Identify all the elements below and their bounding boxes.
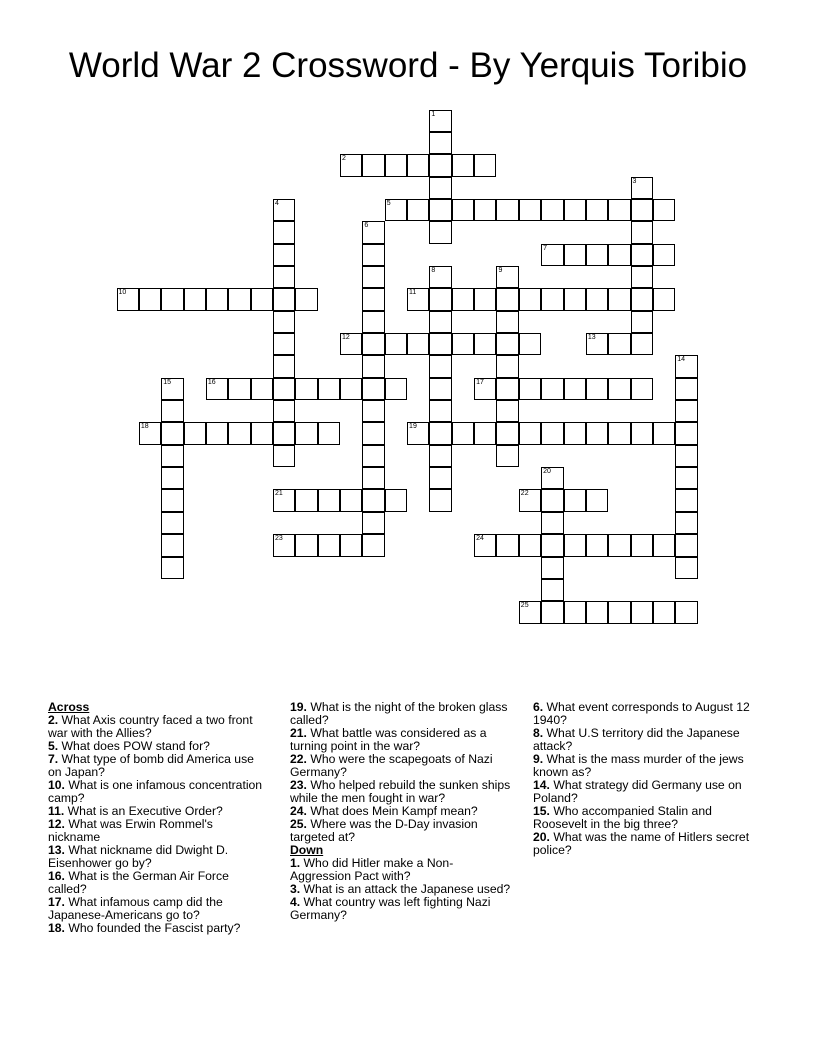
grid-cell[interactable]	[586, 244, 608, 266]
grid-cell[interactable]	[273, 244, 295, 266]
grid-cell[interactable]	[362, 288, 384, 310]
grid-cell[interactable]	[407, 288, 429, 310]
clue-number: 14.	[533, 778, 550, 792]
grid-cell[interactable]	[362, 221, 384, 243]
grid-cell[interactable]	[496, 355, 518, 377]
grid-cell[interactable]	[586, 422, 608, 444]
grid-cell[interactable]	[340, 378, 362, 400]
grid-cell[interactable]	[496, 445, 518, 467]
grid-cell[interactable]	[496, 288, 518, 310]
grid-cell[interactable]	[519, 333, 541, 355]
grid-cell[interactable]	[318, 422, 340, 444]
clue-number: 25.	[290, 817, 307, 831]
clue-number: 1.	[290, 856, 301, 870]
grid-cell[interactable]	[407, 154, 429, 176]
grid-cell[interactable]	[340, 154, 362, 176]
grid-cell[interactable]	[362, 266, 384, 288]
grid-cell[interactable]	[362, 534, 384, 556]
grid-cell[interactable]	[161, 512, 183, 534]
grid-cell[interactable]	[608, 288, 630, 310]
grid-cell[interactable]	[631, 177, 653, 199]
grid-cell[interactable]	[362, 400, 384, 422]
grid-cell[interactable]	[251, 422, 273, 444]
grid-cell[interactable]	[564, 534, 586, 556]
grid-cell[interactable]	[474, 534, 496, 556]
grid-cell[interactable]	[541, 579, 563, 601]
grid-cell[interactable]	[362, 489, 384, 511]
grid-cell[interactable]	[541, 534, 563, 556]
grid-cell[interactable]	[653, 534, 675, 556]
cell-number: 21	[274, 490, 283, 498]
grid-cell[interactable]	[161, 557, 183, 579]
across-clue	[290, 753, 512, 779]
grid-cell[interactable]	[608, 199, 630, 221]
grid-cell[interactable]	[474, 288, 496, 310]
grid-cell[interactable]	[541, 378, 563, 400]
grid-cell[interactable]	[429, 132, 451, 154]
across-clue	[290, 701, 512, 727]
clue-text: What country was left fighting Nazi Germany?	[290, 895, 491, 922]
grid-cell[interactable]	[161, 288, 183, 310]
clue-text: Who were the scapegoats of Nazi Germany?	[290, 752, 493, 779]
grid-cell[interactable]	[273, 378, 295, 400]
grid-cell[interactable]	[608, 333, 630, 355]
grid-cell[interactable]	[653, 422, 675, 444]
grid-cell[interactable]	[608, 378, 630, 400]
clue-number: 4.	[290, 895, 301, 909]
grid-cell[interactable]	[295, 422, 317, 444]
across-clue	[48, 779, 268, 805]
down-clue	[290, 896, 512, 922]
grid-cell[interactable]	[429, 467, 451, 489]
grid-cell[interactable]	[228, 288, 250, 310]
grid-cell[interactable]	[161, 467, 183, 489]
grid-cell[interactable]	[541, 601, 563, 623]
grid-cell[interactable]	[452, 333, 474, 355]
cell-number: 1	[431, 110, 436, 118]
grid-cell[interactable]	[318, 489, 340, 511]
grid-cell[interactable]	[653, 244, 675, 266]
grid-cell[interactable]	[429, 221, 451, 243]
clue-text: What is an Executive Order?	[64, 804, 223, 818]
grid-cell[interactable]	[519, 534, 541, 556]
grid-cell[interactable]	[385, 154, 407, 176]
grid-cell[interactable]	[564, 378, 586, 400]
clue-column-2	[290, 701, 512, 922]
clue-text: What is one infamous concentration camp?	[48, 778, 263, 805]
clue-text: What does POW stand for?	[58, 739, 210, 753]
grid-cell[interactable]	[474, 333, 496, 355]
grid-cell[interactable]	[452, 154, 474, 176]
clue-number: 18.	[48, 921, 65, 935]
grid-cell[interactable]	[474, 154, 496, 176]
grid-cell[interactable]	[362, 154, 384, 176]
grid-cell[interactable]	[541, 288, 563, 310]
clue-text: What battle was considered as a turning point in the war?	[290, 726, 487, 753]
grid-cell[interactable]	[586, 199, 608, 221]
across-clue	[290, 727, 512, 753]
clue-column-1	[48, 701, 268, 935]
clue-text: What was Erwin Rommel's nickname	[48, 817, 213, 844]
clue-text: Who founded the Fascist party?	[64, 921, 241, 935]
clue-number: 8.	[533, 726, 544, 740]
cell-number: 17	[476, 378, 484, 386]
clue-text: What infamous camp did the Japanese-Americans go to?	[48, 895, 223, 922]
grid-cell[interactable]	[541, 244, 563, 266]
clue-text: What is an attack the Japanese used?	[300, 882, 511, 896]
cell-number: 14	[677, 356, 686, 364]
grid-cell[interactable]	[362, 467, 384, 489]
grid-cell[interactable]	[541, 199, 563, 221]
grid-cell[interactable]	[273, 422, 295, 444]
across-clue	[290, 818, 512, 844]
grid-cell[interactable]	[631, 601, 653, 623]
across-clue	[48, 753, 268, 779]
grid-cell[interactable]	[653, 601, 675, 623]
grid-cell[interactable]	[228, 378, 250, 400]
grid-cell[interactable]	[496, 400, 518, 422]
grid-cell[interactable]	[675, 489, 697, 511]
grid-cell[interactable]	[608, 422, 630, 444]
across-clue	[48, 844, 268, 870]
grid-cell[interactable]	[273, 534, 295, 556]
across-clue	[48, 714, 268, 740]
cell-number: 25	[520, 602, 529, 610]
grid-cell[interactable]	[228, 422, 250, 444]
grid-cell[interactable]	[631, 288, 653, 310]
across-clue-list-continued	[290, 701, 512, 844]
cell-number: 2	[342, 155, 346, 163]
grid-cell[interactable]	[564, 288, 586, 310]
grid-cell[interactable]	[273, 400, 295, 422]
grid-cell[interactable]	[429, 333, 451, 355]
grid-cell[interactable]	[340, 333, 362, 355]
grid-cell[interactable]	[631, 378, 653, 400]
grid-cell[interactable]	[362, 333, 384, 355]
clue-text: What type of bomb did America use on Japan?	[48, 752, 254, 779]
across-clue	[290, 779, 512, 805]
grid-cell[interactable]	[631, 199, 653, 221]
grid-cell[interactable]	[519, 199, 541, 221]
grid-cell[interactable]	[139, 288, 161, 310]
grid-cell[interactable]	[340, 489, 362, 511]
grid-cell[interactable]	[541, 557, 563, 579]
cell-number: 11	[409, 289, 417, 297]
grid-cell[interactable]	[519, 489, 541, 511]
down-clue	[533, 753, 765, 779]
grid-cell[interactable]	[273, 266, 295, 288]
grid-cell[interactable]	[318, 534, 340, 556]
grid-cell[interactable]	[496, 199, 518, 221]
grid-cell[interactable]	[161, 422, 183, 444]
grid-cell[interactable]	[117, 288, 139, 310]
grid-cell[interactable]	[273, 288, 295, 310]
grid-cell[interactable]	[541, 512, 563, 534]
clue-text: What Axis country faced a two front war with the Allies?	[48, 713, 253, 740]
grid-cell[interactable]	[318, 378, 340, 400]
clue-text: What U.S territory did the Japanese attack?	[533, 726, 740, 753]
cell-number: 10	[118, 289, 127, 297]
grid-cell[interactable]	[295, 534, 317, 556]
grid-cell[interactable]	[273, 445, 295, 467]
clue-text: What was the name of Hitlers secret police?	[533, 830, 750, 857]
grid-cell[interactable]	[362, 311, 384, 333]
grid-cell[interactable]	[631, 266, 653, 288]
grid-cell[interactable]	[295, 378, 317, 400]
cell-number: 22	[520, 490, 529, 498]
cell-number: 8	[431, 266, 436, 274]
grid-cell[interactable]	[139, 422, 161, 444]
grid-cell[interactable]	[675, 512, 697, 534]
grid-cell[interactable]	[362, 512, 384, 534]
grid-cell[interactable]	[675, 534, 697, 556]
grid-cell[interactable]	[631, 244, 653, 266]
grid-cell[interactable]	[519, 422, 541, 444]
grid-cell[interactable]	[161, 378, 183, 400]
grid-cell[interactable]	[273, 355, 295, 377]
down-clue	[533, 727, 765, 753]
cell-number: 13	[587, 334, 596, 341]
grid-cell[interactable]	[564, 601, 586, 623]
grid-cell[interactable]	[653, 288, 675, 310]
grid-cell[interactable]	[429, 445, 451, 467]
grid-cell[interactable]	[474, 378, 496, 400]
grid-cell[interactable]	[586, 489, 608, 511]
grid-cell[interactable]	[407, 422, 429, 444]
down-heading: Down	[290, 843, 324, 857]
grid-cell[interactable]	[586, 378, 608, 400]
grid-cell[interactable]	[653, 199, 675, 221]
grid-cell[interactable]	[407, 199, 429, 221]
clue-number: 2.	[48, 713, 59, 727]
grid-cell[interactable]	[586, 333, 608, 355]
grid-cell[interactable]	[541, 422, 563, 444]
cell-number: 9	[498, 266, 503, 274]
grid-cell[interactable]	[362, 378, 384, 400]
grid-cell[interactable]	[429, 378, 451, 400]
down-clue-list-continued	[533, 701, 765, 857]
grid-cell[interactable]	[429, 311, 451, 333]
grid-cell[interactable]	[608, 534, 630, 556]
cell-number: 20	[543, 468, 551, 476]
down-clue-list	[290, 857, 512, 922]
cell-number: 5	[386, 199, 391, 207]
cell-number: 16	[207, 378, 216, 386]
clue-number: 12.	[48, 817, 65, 831]
clue-number: 13.	[48, 843, 65, 857]
grid-cell[interactable]	[184, 422, 206, 444]
clue-number: 9.	[533, 752, 544, 766]
grid-cell[interactable]	[496, 333, 518, 355]
grid-cell[interactable]	[429, 489, 451, 511]
down-clue	[533, 701, 765, 727]
grid-cell[interactable]	[631, 534, 653, 556]
clue-number: 20.	[533, 830, 550, 844]
grid-cell[interactable]	[675, 601, 697, 623]
cell-number: 19	[409, 423, 417, 431]
grid-cell[interactable]	[340, 534, 362, 556]
down-clue	[290, 857, 512, 883]
grid-cell[interactable]	[385, 199, 407, 221]
cell-number: 12	[342, 334, 350, 341]
clue-number: 15.	[533, 804, 550, 818]
across-clue	[48, 922, 268, 935]
grid-cell[interactable]	[385, 489, 407, 511]
cell-number: 23	[274, 535, 283, 543]
grid-cell[interactable]	[429, 266, 451, 288]
grid-cell[interactable]	[161, 400, 183, 422]
grid-cell[interactable]	[452, 288, 474, 310]
grid-cell[interactable]	[564, 489, 586, 511]
grid-cell[interactable]	[631, 333, 653, 355]
grid-cell[interactable]	[385, 333, 407, 355]
cell-number: 4	[274, 199, 279, 207]
grid-cell[interactable]	[675, 467, 697, 489]
grid-cell[interactable]	[541, 489, 563, 511]
grid-cell[interactable]	[564, 244, 586, 266]
down-clue	[533, 779, 765, 805]
grid-cell[interactable]	[161, 534, 183, 556]
grid-cell[interactable]	[273, 489, 295, 511]
clue-text: What event corresponds to August 12 1940?	[533, 700, 750, 727]
grid-cell[interactable]	[586, 288, 608, 310]
grid-cell[interactable]	[251, 378, 273, 400]
grid-cell[interactable]	[608, 601, 630, 623]
clue-text: What is the German Air Force called?	[48, 869, 229, 896]
grid-cell[interactable]	[675, 355, 697, 377]
puzzle-title: World War 2 Crossword - By Yerquis Toribio	[68, 46, 748, 85]
clue-number: 17.	[48, 895, 65, 909]
cell-number: 18	[140, 423, 149, 431]
grid-cell[interactable]	[362, 355, 384, 377]
clue-number: 22.	[290, 752, 307, 766]
grid-cell[interactable]	[273, 311, 295, 333]
grid-cell[interactable]	[407, 333, 429, 355]
clue-number: 21.	[290, 726, 307, 740]
clue-text: What nickname did Dwight D. Eisenhower go by?	[48, 843, 229, 870]
grid-cell[interactable]	[161, 489, 183, 511]
grid-cell[interactable]	[631, 311, 653, 333]
clue-number: 6.	[533, 700, 544, 714]
grid-cell[interactable]	[519, 288, 541, 310]
grid-cell[interactable]	[519, 601, 541, 623]
grid-cell[interactable]	[564, 199, 586, 221]
clue-number: 7.	[48, 752, 59, 766]
clue-number: 16.	[48, 869, 65, 883]
cell-number: 15	[163, 378, 171, 386]
grid-cell[interactable]	[206, 422, 228, 444]
grid-cell[interactable]	[362, 422, 384, 444]
grid-cell[interactable]	[675, 378, 697, 400]
clue-number: 10.	[48, 778, 65, 792]
down-clue	[533, 805, 765, 831]
clue-text: Who accompanied Stalin and Roosevelt in the big three?	[533, 804, 712, 831]
grid-cell[interactable]	[631, 422, 653, 444]
grid-cell[interactable]	[586, 601, 608, 623]
across-clue	[48, 870, 268, 896]
grid-cell[interactable]	[474, 422, 496, 444]
grid-cell[interactable]	[206, 288, 228, 310]
clue-number: 3.	[290, 882, 301, 896]
clue-text: What does Mein Kampf mean?	[306, 804, 478, 818]
grid-cell[interactable]	[496, 378, 518, 400]
across-clue-list	[48, 714, 268, 935]
grid-cell[interactable]	[586, 534, 608, 556]
cell-number: 3	[632, 177, 637, 185]
clue-text: What strategy did Germany use on Poland?	[533, 778, 742, 805]
clue-text: What is the night of the broken glass called?	[290, 700, 508, 727]
grid-cell[interactable]	[161, 445, 183, 467]
grid-cell[interactable]	[675, 400, 697, 422]
clue-text: Where was the D-Day invasion targeted at?	[290, 817, 478, 844]
down-clue	[533, 831, 765, 857]
clue-number: 23.	[290, 778, 307, 792]
grid-cell[interactable]	[496, 266, 518, 288]
grid-cell[interactable]	[429, 422, 451, 444]
clue-number: 5.	[48, 739, 59, 753]
grid-cell[interactable]	[429, 288, 451, 310]
cell-number: 7	[543, 244, 548, 252]
grid-cell[interactable]	[429, 177, 451, 199]
grid-cell[interactable]	[608, 244, 630, 266]
across-heading: Across	[48, 700, 90, 714]
grid-cell[interactable]	[429, 400, 451, 422]
cell-number: 24	[476, 535, 484, 543]
grid-cell[interactable]	[519, 378, 541, 400]
grid-cell[interactable]	[429, 154, 451, 176]
clue-number: 24.	[290, 804, 307, 818]
grid-cell[interactable]	[251, 288, 273, 310]
clue-text: Who did Hitler make a Non-Aggression Pact with?	[290, 856, 454, 883]
grid-cell[interactable]	[631, 221, 653, 243]
grid-cell[interactable]	[429, 110, 451, 132]
grid-cell[interactable]	[675, 422, 697, 444]
grid-cell[interactable]	[452, 422, 474, 444]
grid-cell[interactable]	[273, 221, 295, 243]
grid-cell[interactable]	[362, 445, 384, 467]
grid-cell[interactable]	[452, 199, 474, 221]
grid-cell[interactable]	[429, 355, 451, 377]
grid-cell[interactable]	[675, 445, 697, 467]
across-clue	[48, 818, 268, 844]
grid-cell[interactable]	[184, 288, 206, 310]
grid-cell[interactable]	[474, 199, 496, 221]
grid-cell[interactable]	[564, 422, 586, 444]
across-clue	[48, 896, 268, 922]
clue-number: 19.	[290, 700, 307, 714]
grid-cell[interactable]	[429, 199, 451, 221]
grid-cell[interactable]	[675, 557, 697, 579]
clue-column-3	[533, 701, 765, 857]
grid-cell[interactable]	[385, 378, 407, 400]
grid-cell[interactable]	[496, 534, 518, 556]
cell-number: 6	[364, 222, 369, 230]
grid-cell[interactable]	[273, 199, 295, 221]
grid-cell[interactable]	[295, 489, 317, 511]
clue-text: What is the mass murder of the jews known as?	[533, 752, 744, 779]
grid-cell[interactable]	[295, 288, 317, 310]
clue-number: 11.	[48, 804, 65, 818]
grid-cell[interactable]	[496, 311, 518, 333]
grid-cell[interactable]	[496, 422, 518, 444]
grid-cell[interactable]	[362, 244, 384, 266]
grid-cell[interactable]	[206, 378, 228, 400]
grid-cell[interactable]	[541, 467, 563, 489]
clue-text: Who helped rebuild the sunken ships while the men fought in war?	[290, 778, 511, 805]
grid-cell[interactable]	[273, 333, 295, 355]
